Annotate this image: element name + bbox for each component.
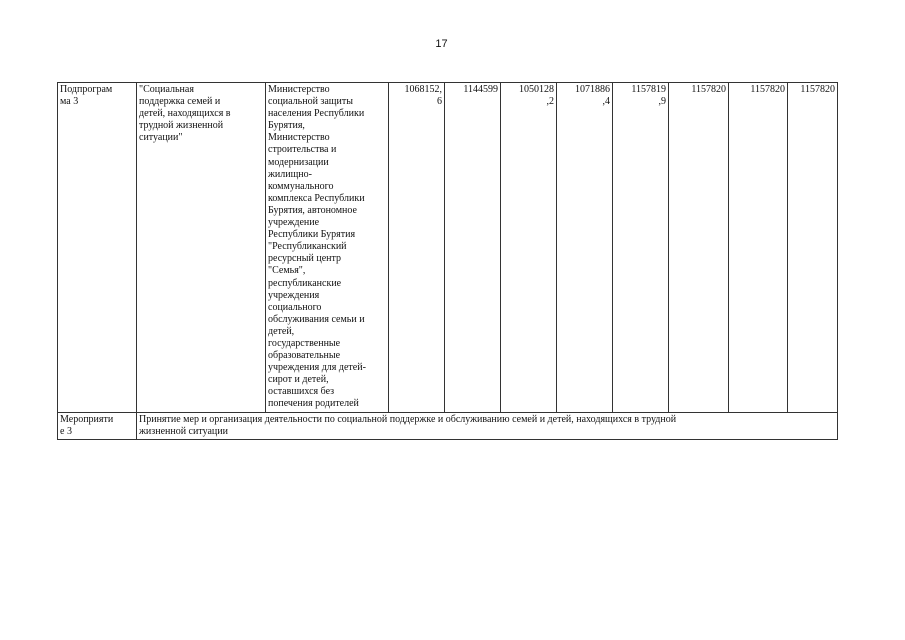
row-label: Подпрограм ма 3 — [58, 83, 137, 413]
value-cell: 1157819 ,9 — [613, 83, 669, 413]
program-table — [57, 82, 838, 440]
executors-cell: Министерство социальной защиты населения Республики Бурятия, Министерство строительства и модернизации жилищно- коммунального комплекса Республики Бурятия, автономное учреждение Республики Бурятия "Республиканский ресурсный центр "Семья", республиканские учреждения социального обслуживания семьи и детей, государственные образовательные учреждения для детей- сирот и детей, оставшихся без попечения родителей — [266, 83, 389, 413]
table-row — [58, 83, 838, 413]
value-cell: 1157820 — [669, 83, 729, 413]
value-cell: 1068152, 6 — [389, 83, 445, 413]
page-number: 17 — [435, 38, 448, 50]
table-row — [58, 412, 838, 439]
value-cell: 1071886 ,4 — [557, 83, 613, 413]
value-cell: 1157820 — [729, 83, 788, 413]
value-cell: 1050128 ,2 — [501, 83, 557, 413]
measure-description: Принятие мер и организация деятельности по социальной поддержке и обслуживанию семей и детей, находящихся в трудной жизненной ситуации — [137, 412, 838, 439]
subprogram-name: "Социальная поддержка семей и детей, находящихся в трудной жизненной ситуации" — [137, 83, 266, 413]
value-cell: 1157820 — [788, 83, 838, 413]
row-label: Мероприяти е 3 — [58, 412, 137, 439]
value-cell: 1144599 — [445, 83, 501, 413]
